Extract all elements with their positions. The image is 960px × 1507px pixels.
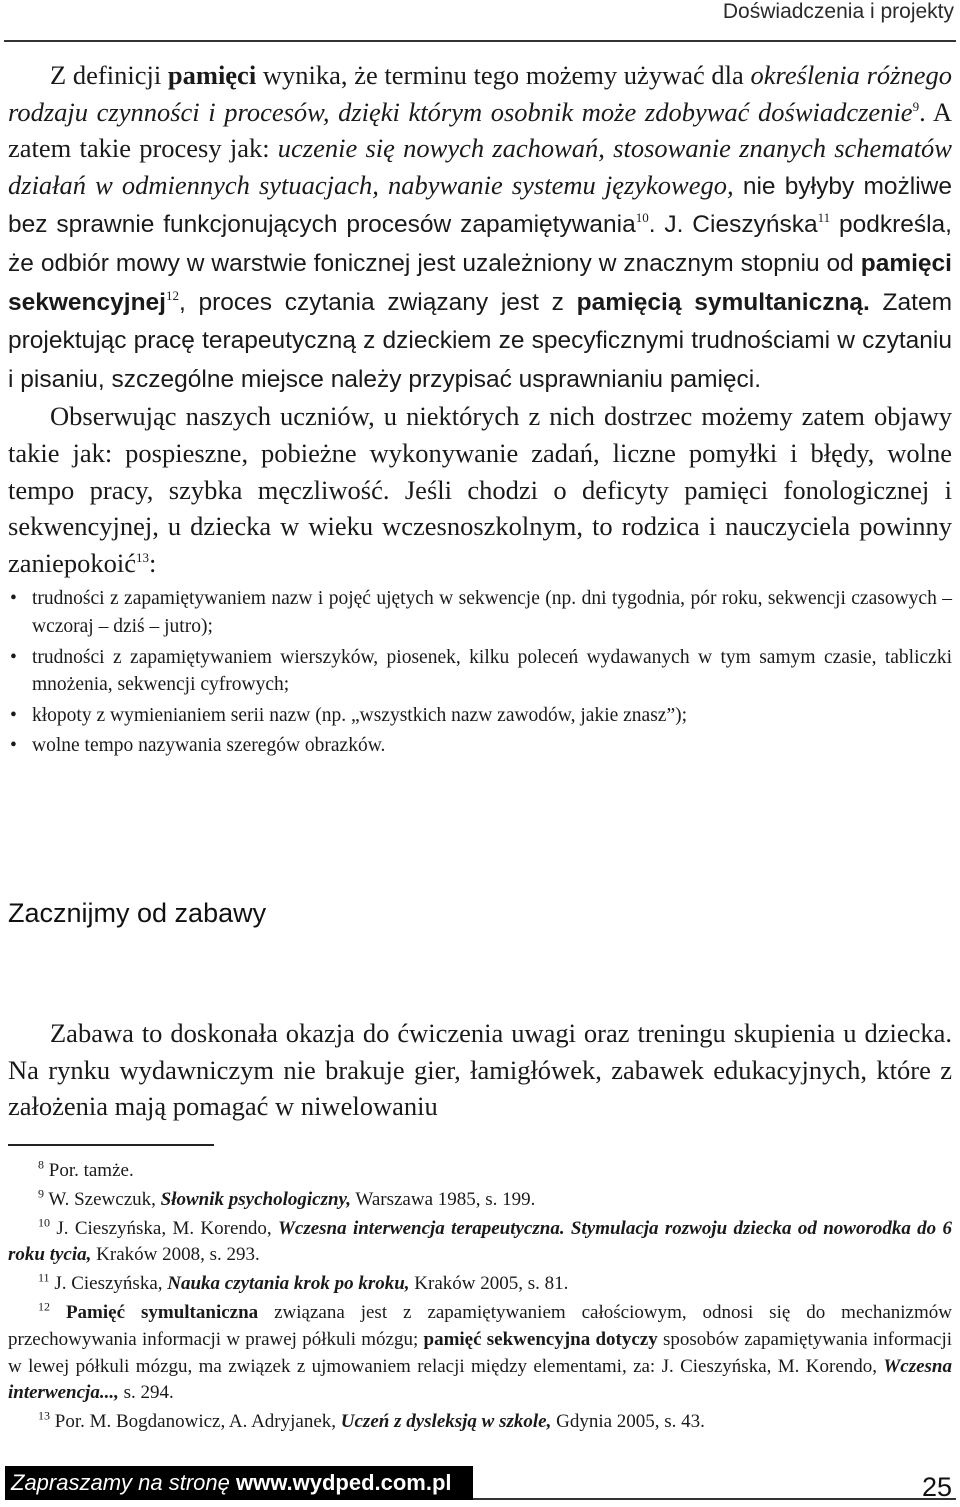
bullet-icon: • [10, 588, 17, 610]
bullet-icon: • [10, 704, 17, 726]
main-text [8, 57, 952, 763]
footnote-term: Pamięć symultaniczna [65, 1301, 259, 1323]
section-heading: Zacznijmy od zabawy [8, 898, 267, 928]
footnote-title: Uczeń z dysleksją w szkole, [340, 1411, 552, 1433]
paragraph-observation [8, 398, 952, 581]
footnote-text: Por. M. Bogdanowicz, A. Adryjanek, [54, 1411, 341, 1433]
footnote-number: 9 [38, 1186, 44, 1201]
text-run: Zatem projektując pracę terapeutyczną z dzieckiem ze specyficznymi trudnościami w czytaniu i pisaniu, szczególne miejsce należy przypisać usprawnianiu pamięci. [8, 288, 952, 393]
footnote-term: pamięć sekwencyjna dotyczy [423, 1328, 658, 1350]
italic-run: określenia różnego rodzaju czynności i procesów, dzięki którym osobnik może zdobywać doświadczenie [8, 60, 952, 127]
text-run: Obserwując naszych uczniów, u niektórych z nich dostrzec możemy zatem objawy takie jak: pospieszne, pobieżne wykonywanie zadań, liczne pomyłki i błędy, wolne tempo pracy, szybka męczliwość. Jeśli chodzi o deficyty pamięci fonologicznej i sekwencyjnej, u dziecka w wieku wczesnoszkolnym, to rodzica i nauczyciela powinny zaniepokoić [8, 401, 952, 578]
list-item [8, 644, 952, 699]
footnote-9 [8, 1187, 952, 1214]
footnote-title: Wczesna interwencja..., [8, 1355, 952, 1404]
text-run: : [149, 547, 157, 578]
footer-url-link[interactable]: www.wydped.com.pl [235, 1470, 452, 1495]
bold-term: pamięci [167, 60, 257, 90]
list-item-text: kłopoty z wymienianiem serii nazw (np. „wszystkich nazw zawodów, jakie znasz”); [32, 704, 688, 726]
list-item-text: trudności z zapamiętywaniem wierszyków, piosenek, kilku poleceń wydawanych w tym samym czasie, tabliczki mnożenia, sekwencji cyfrowych; [32, 646, 952, 696]
list-item [8, 702, 952, 730]
text-run: Z definicji [50, 60, 168, 90]
footnote-title: Nauka czytania krok po kroku, [167, 1273, 410, 1295]
list-item-text: trudności z zapamiętywaniem nazw i pojęć ujętych w sekwencje (np. dni tygodnia, pór roku, sekwencji czasowych – wczoraj – dziś – jutro); [32, 588, 952, 637]
footnote-number: 8 [38, 1157, 44, 1172]
list-item [8, 585, 952, 640]
footnote-text: J. Cieszyńska, M. Korendo, [56, 1217, 278, 1239]
footnote-11 [8, 1271, 952, 1298]
footnote-number: 11 [38, 1270, 50, 1285]
footnote-12 [8, 1300, 952, 1407]
text-run: . J. Cieszyńska [648, 211, 818, 239]
footnote-text: J. Cieszyńska, [54, 1273, 168, 1295]
footnote-text: s. 294. [118, 1382, 174, 1404]
footnote-ref-12: 12 [165, 287, 179, 303]
section-body [8, 1015, 952, 1125]
footnotes [8, 1158, 952, 1438]
footer-banner [5, 1466, 473, 1500]
footnote-text: Gdynia 2005, s. 43. [551, 1411, 705, 1433]
text-run: , proces czytania związany jest z [178, 288, 577, 316]
footnote-13 [8, 1409, 952, 1436]
italic-run: uczenie się nowych zachowań, stosowanie znanych schematów działań w odmiennych sytuacjach, nabywanie systemu językowego, [8, 133, 952, 200]
footnote-text: związana jest z zapamiętywaniem całościowym, odnosi się do mechanizmów przechowywania informacji w prawej półkuli mózgu; [8, 1301, 952, 1350]
text-run: nie byłyby możliwe bez sprawnie funkcjonujących procesów zapamiętywania [8, 172, 952, 239]
list-item-text: wolne tempo nazywania szeregów obrazków. [32, 735, 386, 757]
footnote-rule [8, 1144, 214, 1146]
footer-rule [473, 1498, 956, 1500]
footnote-ref-10: 10 [635, 210, 649, 226]
footnote-text: W. Szewczuk, [48, 1188, 161, 1210]
text-run: . A zatem takie procesy jak: [8, 96, 952, 164]
footnote-text: Kraków 2005, s. 81. [409, 1273, 569, 1295]
footnote-title: Wczesna interwencja terapeutyczna. Stymulacja rozwoju dziecka od noworodka do 6 roku tycia, [8, 1217, 953, 1266]
footnote-text: sposobów zapamiętywania informacji w lewej półkuli mózgu, ma związek z ujmowaniem relacji między elementami, za: J. Cieszyńska, M. Korendo, [8, 1328, 952, 1377]
running-header: Doświadczenia i projekty [722, 0, 954, 23]
footer-invite-text: Zapraszamy na stronę [11, 1470, 236, 1495]
footnote-text: Por. tamże. [48, 1160, 134, 1181]
footnote-number: 10 [38, 1215, 50, 1230]
footnote-text: Kraków 2008, s. 293. [91, 1244, 260, 1266]
page-number: 25 [921, 1472, 952, 1502]
bullet-icon: • [10, 735, 17, 757]
footnote-8 [8, 1158, 952, 1185]
footnote-text: Warszawa 1985, s. 199. [351, 1188, 536, 1210]
paragraph-play: Zabawa to doskonała okazja do ćwiczenia uwagi oraz treningu skupienia u dziecka. Na rynku wydawniczym nie brakuje gier, łamigłówek, zabawek edukacyjnych, które z założenia mają pomagać w niwelowaniu [8, 1018, 952, 1122]
bold-term: pamięci sekwencyjnej [8, 249, 952, 316]
footnote-number: 13 [38, 1408, 50, 1423]
text-run: wynika, że terminu tego możemy używać dla [256, 60, 751, 90]
footnote-ref-9: 9 [912, 98, 920, 114]
bold-term: pamięcią symultaniczną. [576, 288, 870, 316]
footnote-title: Słownik psychologiczny, [160, 1188, 352, 1210]
footnote-number: 12 [38, 1299, 50, 1314]
paragraph-memory-definition [8, 57, 952, 398]
footnote-ref-13: 13 [136, 549, 150, 565]
symptom-list [8, 585, 952, 760]
footnote-ref-11: 11 [817, 210, 831, 226]
footnote-10 [8, 1216, 952, 1270]
text-run: podkreśla, że odbiór mowy w warstwie fonicznej jest uzależniony w znacznym stopniu od [8, 211, 952, 277]
bullet-icon: • [10, 646, 17, 668]
header-rule [4, 40, 956, 42]
list-item [8, 732, 952, 760]
